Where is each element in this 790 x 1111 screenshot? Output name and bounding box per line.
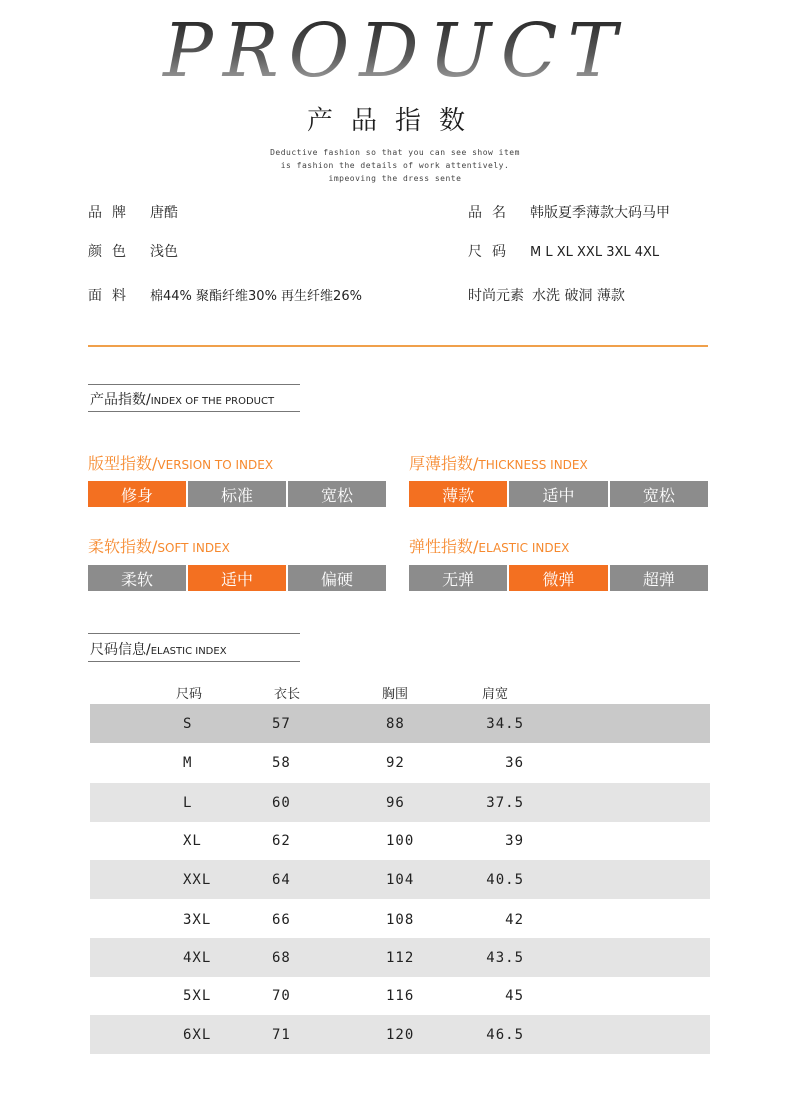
elastic-index-bar: [409, 565, 708, 591]
soft-option-1: 柔软: [88, 565, 186, 591]
heading-top-rule: [88, 384, 300, 385]
elastic-index-title-en: ELASTIC INDEX: [478, 541, 570, 555]
cell-chest: 100: [386, 832, 415, 849]
elastic-index-title: [409, 534, 569, 557]
cell-size: 3XL: [183, 911, 212, 928]
table-row: [90, 743, 710, 782]
cell-shoulder: 37.5: [486, 794, 524, 811]
attr-brand-label: 品牌: [88, 205, 136, 221]
attr-style: [468, 285, 625, 305]
table-row: [90, 938, 710, 977]
version-option-2: 标准: [188, 481, 286, 507]
cell-chest: 92: [386, 754, 405, 771]
attr-name-label: 品名: [468, 205, 516, 221]
cell-length: 70: [272, 987, 291, 1004]
version-option-3: 宽松: [288, 481, 386, 507]
cell-size: XXL: [183, 871, 212, 888]
cell-chest: 88: [386, 715, 405, 732]
attr-size: [468, 241, 659, 261]
attr-color: [88, 241, 178, 261]
page-subtitle: 产品指数: [306, 106, 483, 136]
thickness-index-title-en: THICKNESS INDEX: [478, 458, 588, 472]
product-index-heading-cn: 产品指数/: [90, 392, 151, 408]
cell-shoulder: 40.5: [486, 871, 524, 888]
version-option-1: 修身: [88, 481, 186, 507]
cell-chest: 116: [386, 987, 415, 1004]
thickness-index-bar: [409, 481, 708, 507]
cell-size: 4XL: [183, 949, 212, 966]
attr-color-value: 浅色: [150, 244, 178, 260]
attr-brand: [88, 202, 178, 222]
size-heading-top-rule: [88, 633, 300, 634]
thickness-option-2: 适中: [509, 481, 607, 507]
page-title: PRODUCT: [0, 8, 790, 94]
col-header-chest: 胸围: [382, 687, 409, 702]
soft-option-2: 适中: [188, 565, 286, 591]
table-row: [90, 900, 710, 939]
cell-chest: 108: [386, 911, 415, 928]
cell-length: 66: [272, 911, 291, 928]
version-index-bar: [88, 481, 386, 507]
cell-size: XL: [183, 832, 202, 849]
size-info-heading: [90, 639, 227, 659]
tagline-line-1: Deductive fashion so that you can see show item: [270, 148, 520, 157]
cell-shoulder: 36: [505, 754, 524, 771]
product-index-heading: [90, 389, 274, 409]
cell-size: M: [183, 754, 193, 771]
cell-shoulder: 46.5: [486, 1026, 524, 1043]
attr-size-value: M L XL XXL 3XL 4XL: [530, 245, 660, 260]
attr-brand-value: 唐酷: [150, 205, 178, 221]
attr-size-label: 尺码: [468, 244, 516, 260]
table-row: [90, 704, 710, 743]
version-index-title-en: VERSION TO INDEX: [157, 458, 274, 472]
thickness-option-3: 宽松: [610, 481, 708, 507]
cell-chest: 104: [386, 871, 415, 888]
cell-shoulder: 42: [505, 911, 524, 928]
tagline-line-2: is fashion the details of work attentively.: [280, 161, 510, 170]
cell-size: 5XL: [183, 987, 212, 1004]
col-header-size: 尺码: [176, 687, 203, 702]
cell-length: 57: [272, 715, 291, 732]
cell-shoulder: 34.5: [486, 715, 524, 732]
size-info-heading-en: ELASTIC INDEX: [150, 646, 227, 657]
attr-name-value: 韩版夏季薄款大码马甲: [530, 205, 670, 221]
cell-size: 6XL: [183, 1026, 212, 1043]
table-row: [90, 1015, 710, 1054]
attr-material: [88, 285, 362, 305]
elastic-option-1: 无弹: [409, 565, 507, 591]
divider: [88, 345, 708, 347]
attr-style-label: 时尚元素: [468, 288, 524, 304]
cell-length: 58: [272, 754, 291, 771]
cell-chest: 96: [386, 794, 405, 811]
size-info-heading-cn: 尺码信息/: [90, 642, 151, 658]
cell-chest: 120: [386, 1026, 415, 1043]
version-index-title-cn: 版型指数/: [88, 454, 158, 473]
soft-index-title: [88, 534, 230, 557]
elastic-option-3: 超弹: [610, 565, 708, 591]
attr-style-value: 水洗 破洞 薄款: [532, 288, 625, 304]
soft-index-bar: [88, 565, 386, 591]
elastic-index-title-cn: 弹性指数/: [409, 537, 479, 556]
attr-material-value: 棉44% 聚酯纤维30% 再生纤维26%: [150, 289, 362, 304]
thickness-index-title: [409, 451, 588, 474]
table-row: [90, 860, 710, 899]
soft-option-3: 偏硬: [288, 565, 386, 591]
size-heading-bottom-rule: [88, 661, 300, 662]
thickness-option-1: 薄款: [409, 481, 507, 507]
cell-shoulder: 43.5: [486, 949, 524, 966]
col-header-length: 衣长: [274, 687, 301, 702]
col-header-shoulder: 肩宽: [482, 687, 509, 702]
tagline-line-3: impeoving the dress sente: [328, 174, 462, 183]
cell-length: 60: [272, 794, 291, 811]
attr-color-label: 颜色: [88, 244, 136, 260]
table-row: [90, 821, 710, 860]
thickness-index-title-cn: 厚薄指数/: [409, 454, 479, 473]
cell-length: 62: [272, 832, 291, 849]
soft-index-title-en: SOFT INDEX: [157, 541, 230, 555]
cell-size: L: [183, 794, 193, 811]
attr-material-label: 面料: [88, 288, 136, 304]
cell-shoulder: 39: [505, 832, 524, 849]
soft-index-title-cn: 柔软指数/: [88, 537, 158, 556]
cell-length: 64: [272, 871, 291, 888]
cell-chest: 112: [386, 949, 415, 966]
cell-shoulder: 45: [505, 987, 524, 1004]
elastic-option-2: 微弹: [509, 565, 607, 591]
cell-size: S: [183, 715, 193, 732]
cell-length: 71: [272, 1026, 291, 1043]
table-row: [90, 783, 710, 822]
heading-bottom-rule: [88, 411, 300, 412]
product-index-heading-en: INDEX OF THE PRODUCT: [150, 396, 275, 407]
version-index-title: [88, 451, 273, 474]
table-row: [90, 976, 710, 1015]
attr-name: [468, 202, 670, 222]
cell-length: 68: [272, 949, 291, 966]
